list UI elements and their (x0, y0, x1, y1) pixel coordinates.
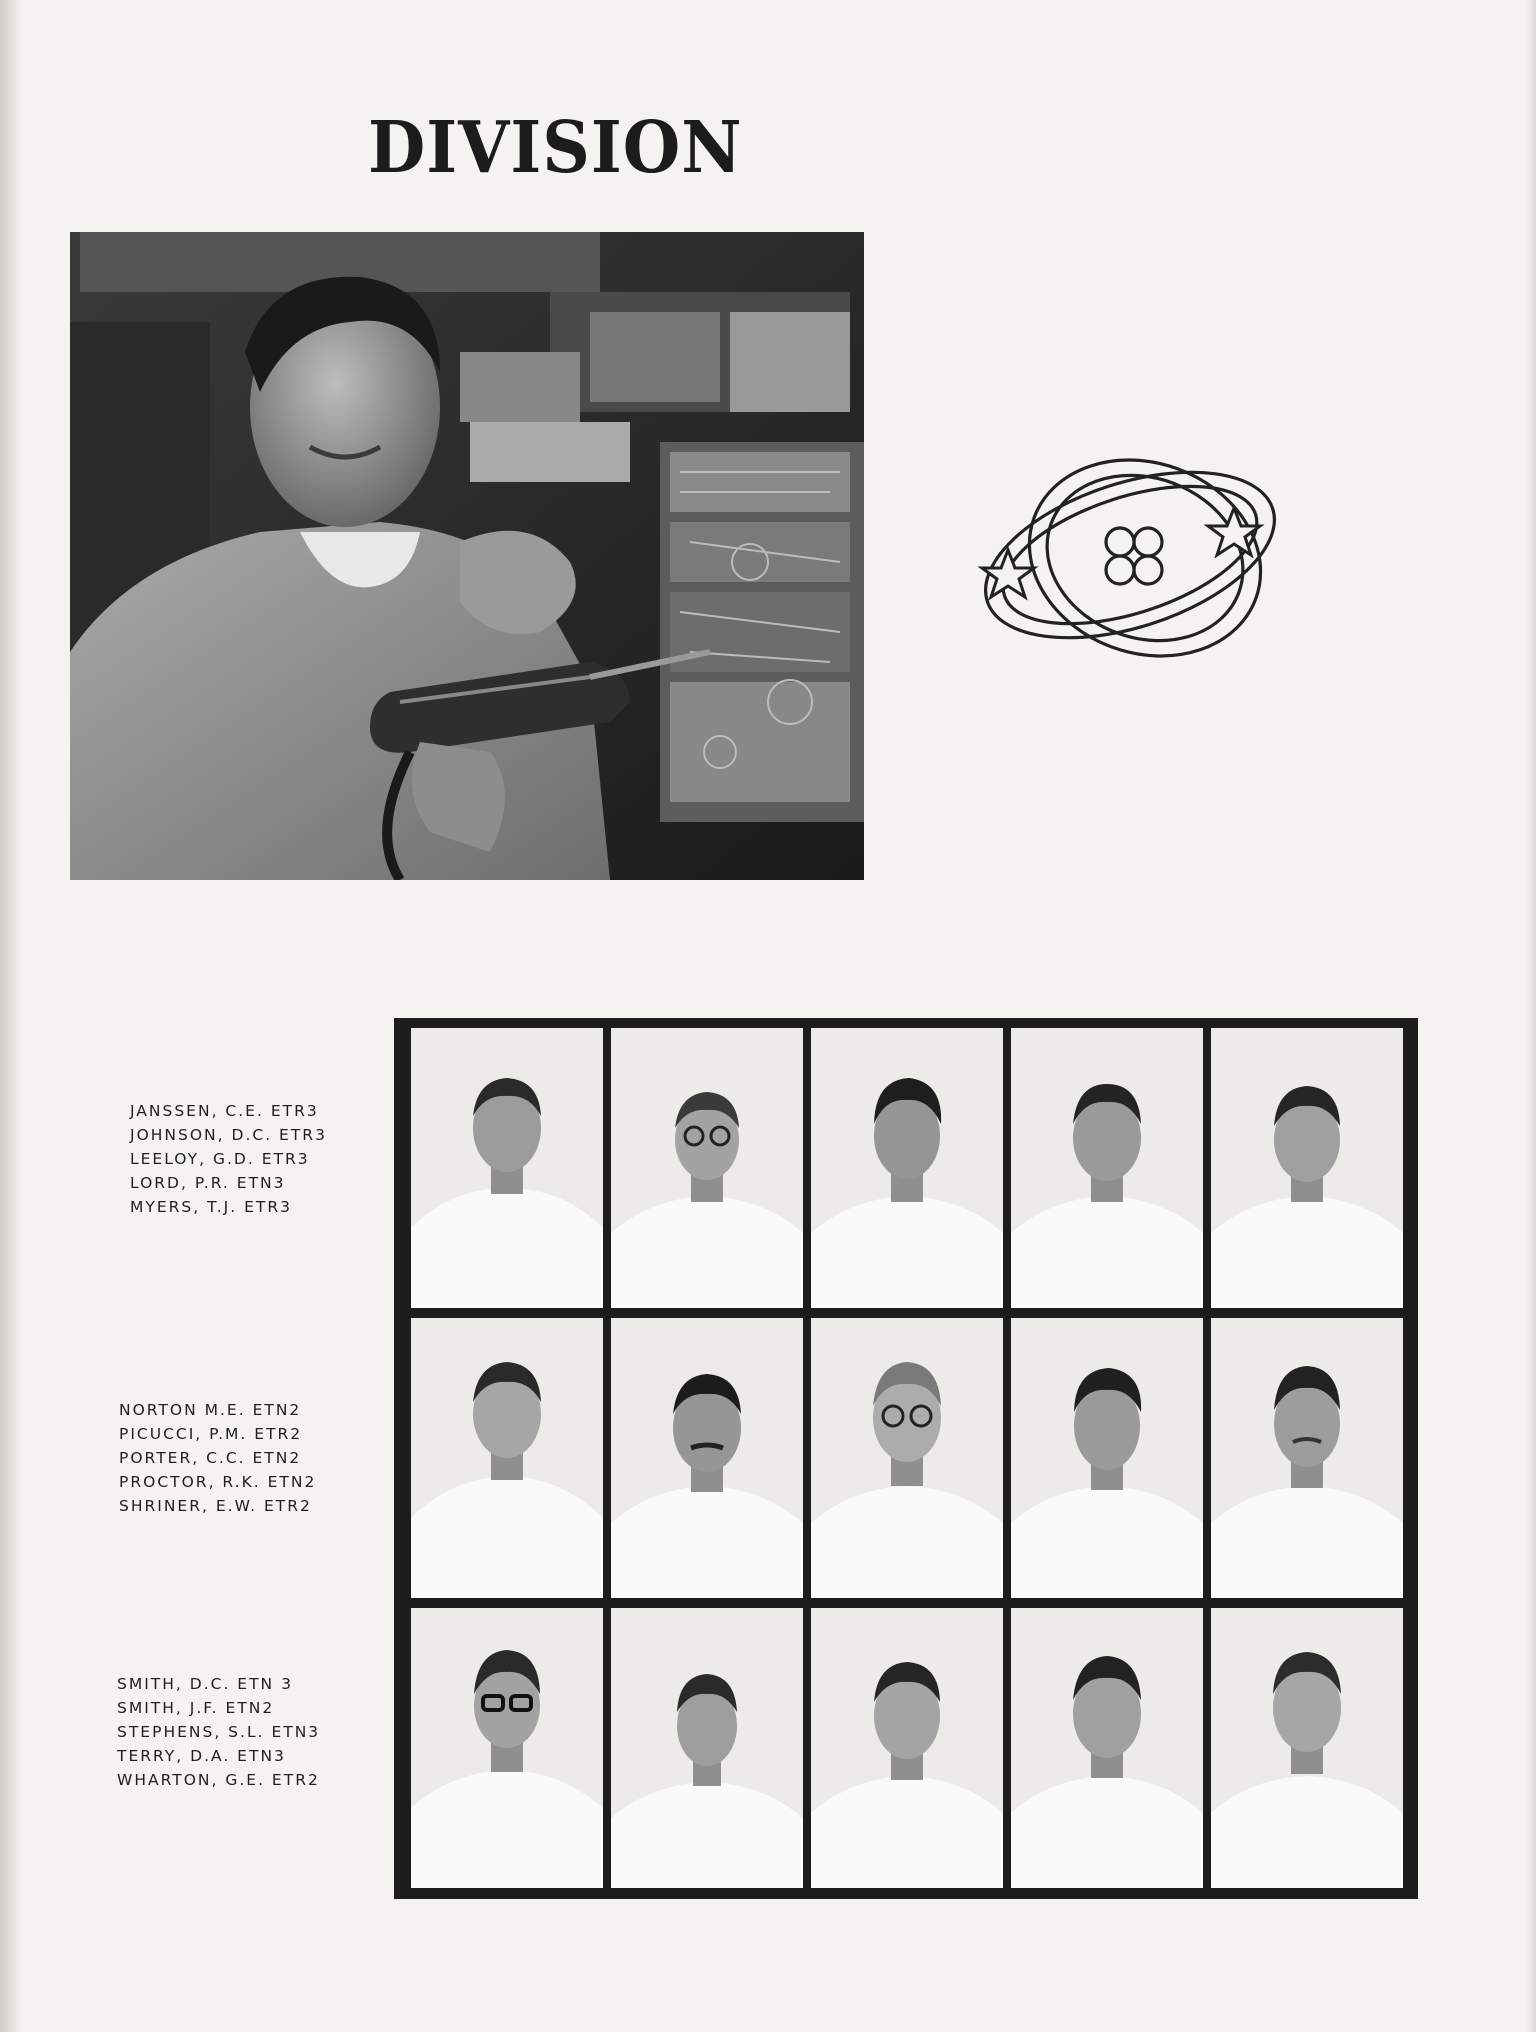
portrait-image (411, 1318, 603, 1598)
roster-name: LEELOY, G.D. ETR3 (130, 1150, 310, 1168)
portrait-image (611, 1318, 803, 1598)
portrait-photo (1011, 1608, 1203, 1888)
portrait-image (411, 1608, 603, 1888)
roster-name: SMITH, J.F. ETN2 (117, 1699, 275, 1717)
roster-names-row-2 (119, 1398, 316, 1518)
portrait-photo (411, 1028, 603, 1308)
portrait-image (411, 1028, 603, 1308)
portrait-photo (611, 1608, 803, 1888)
portrait-image (1211, 1028, 1403, 1308)
portrait-image (1011, 1028, 1203, 1308)
portrait-photo (1011, 1028, 1203, 1308)
roster-names-row-1 (130, 1099, 327, 1219)
page-edge (1526, 0, 1536, 2032)
portrait-photo (1011, 1318, 1203, 1598)
portrait-image (1011, 1608, 1203, 1888)
roster-name: SHRINER, E.W. ETR2 (119, 1497, 312, 1515)
portrait-photo (811, 1028, 1003, 1308)
roster-name: STEPHENS, S.L. ETN3 (117, 1723, 321, 1741)
portrait-image (1211, 1608, 1403, 1888)
portrait-image (811, 1028, 1003, 1308)
electronics-rating-emblem-icon (970, 440, 1300, 670)
portrait-photo (811, 1608, 1003, 1888)
technician-photo (70, 232, 864, 880)
roster-name: LORD, P.R. ETN3 (130, 1174, 286, 1192)
roster-name: PORTER, C.C. ETN2 (119, 1449, 302, 1467)
portrait-photo (811, 1318, 1003, 1598)
roster-name: SMITH, D.C. ETN 3 (117, 1675, 293, 1693)
roster-name: JANSSEN, C.E. ETR3 (130, 1102, 319, 1120)
portrait-photo (1211, 1608, 1403, 1888)
portrait-image (1211, 1318, 1403, 1598)
roster-names-row-3 (117, 1672, 320, 1792)
portrait-photo (1211, 1318, 1403, 1598)
portrait-photo (411, 1608, 603, 1888)
portrait-photo (611, 1318, 803, 1598)
page-title: DIVISION (368, 105, 743, 190)
emblem-svg (970, 440, 1300, 670)
portrait-image (611, 1028, 803, 1308)
page-binding-shadow (0, 0, 22, 2032)
portrait-image (811, 1318, 1003, 1598)
portrait-image (611, 1608, 803, 1888)
roster-name: PROCTOR, R.K. ETN2 (119, 1473, 317, 1491)
roster-name: MYERS, T.J. ETR3 (130, 1198, 292, 1216)
roster-name: PICUCCI, P.M. ETR2 (119, 1425, 303, 1443)
roster-name: NORTON M.E. ETN2 (119, 1401, 302, 1419)
portrait-photo (611, 1028, 803, 1308)
roster-name: WHARTON, G.E. ETR2 (117, 1771, 320, 1789)
portrait-grid (394, 1018, 1418, 1899)
portrait-photo (1211, 1028, 1403, 1308)
portrait-image (811, 1608, 1003, 1888)
roster-name: TERRY, D.A. ETN3 (117, 1747, 286, 1765)
portrait-photo (411, 1318, 603, 1598)
technician-photo-image (70, 232, 864, 880)
portrait-image (1011, 1318, 1203, 1598)
roster-name: JOHNSON, D.C. ETR3 (130, 1126, 327, 1144)
